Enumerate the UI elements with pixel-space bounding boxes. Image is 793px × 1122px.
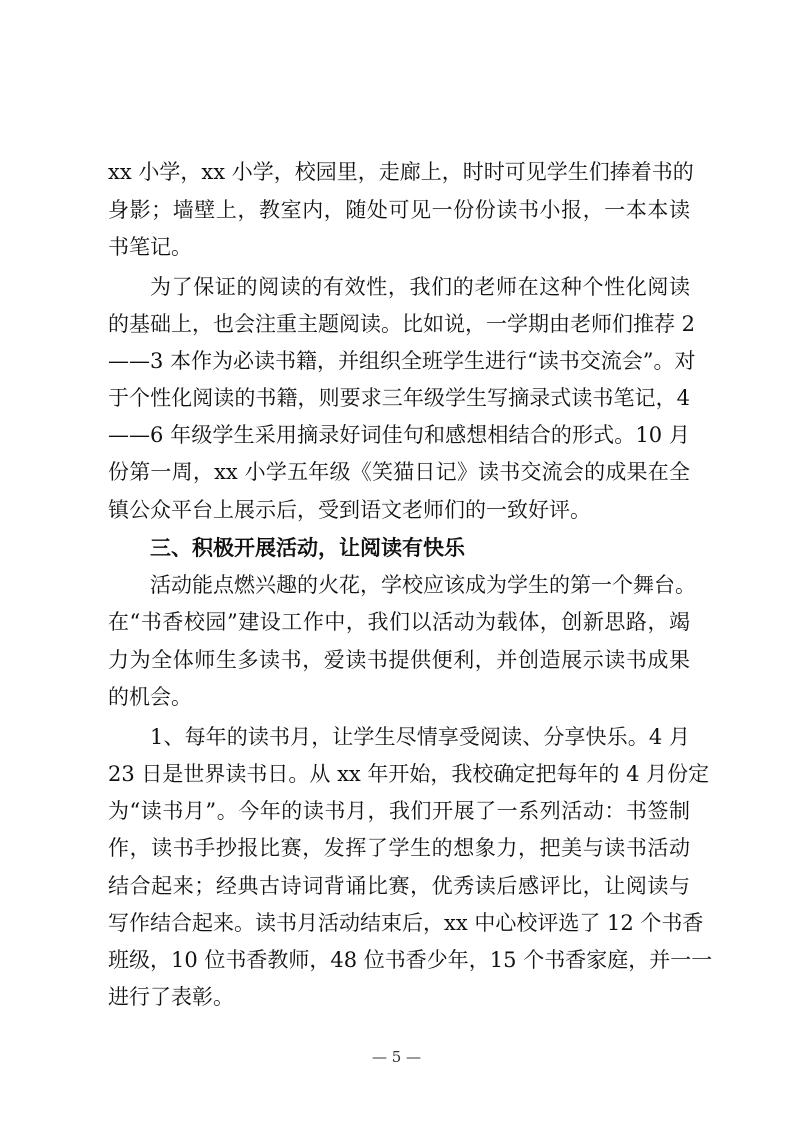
text-line: 活动能点燃兴趣的火花，学校应该成为学生的第一个舞台。 (150, 573, 696, 597)
text-line: 镇公众平台上展示后，受到语文老师们的一致好评。 (108, 498, 591, 522)
text-line: 进行了表彰。 (108, 985, 234, 1009)
text-line: 的基础上，也会注重主题阅读。比如说，一学期由老师们推荐 2 (108, 312, 696, 336)
text-line: ——6 年级学生采用摘录好词佳句和感想相结合的形式。10 月 (108, 423, 690, 447)
text-line: 书笔记。 (108, 235, 192, 259)
text-line: 结合起来；经典古诗词背诵比赛，优秀读后感评比，让阅读与 (108, 874, 690, 898)
text-line: 份第一周，xx 小学五年级《笑猫日记》读书交流会的成果在全 (108, 460, 690, 484)
text-line: 力为全体师生多读书，爱读书提供便利，并创造展示读书成果 (108, 648, 690, 672)
text-line: 在“书香校园”建设工作中，我们以活动为载体，创新思路，竭 (108, 610, 690, 634)
text-line: 班级，10 位书香教师，48 位书香少年，15 个书香家庭，并一一 (108, 948, 713, 972)
text-line: 身影；墙壁上，教室内，随处可见一份份读书小报，一本本读 (108, 198, 690, 222)
text-line: xx 小学，xx 小学，校园里，走廊上，时时可见学生们捧着书的 (108, 160, 694, 184)
text-line: 作，读书手抄报比赛，发挥了学生的想象力，把美与读书活动 (108, 836, 690, 860)
text-line: 1、每年的读书月，让学生尽情享受阅读、分享快乐。4 月 (150, 725, 690, 749)
text-line: 23 日是世界读书日。从 xx 年开始，我校确定把每年的 4 月份定 (108, 762, 710, 786)
text-line: 为了保证的阅读的有效性，我们的老师在这种个性化阅读 (150, 275, 690, 299)
text-line: 的机会。 (108, 685, 192, 709)
text-line: 于个性化阅读的书籍，则要求三年级学生写摘录式读书笔记，4 (108, 386, 690, 410)
text-line: ——3 本作为必读书籍，并组织全班学生进行“读书交流会”。对 (108, 349, 696, 373)
text-line: 为“读书月”。今年的读书月，我们开展了一系列活动：书签制 (108, 799, 690, 823)
section-heading: 三、积极开展活动，让阅读有快乐 (150, 535, 465, 560)
page-number: — 5 — (371, 1048, 422, 1066)
text-line: 写作结合起来。读书月活动结束后，xx 中心校评选了 12 个书香 (108, 911, 704, 935)
